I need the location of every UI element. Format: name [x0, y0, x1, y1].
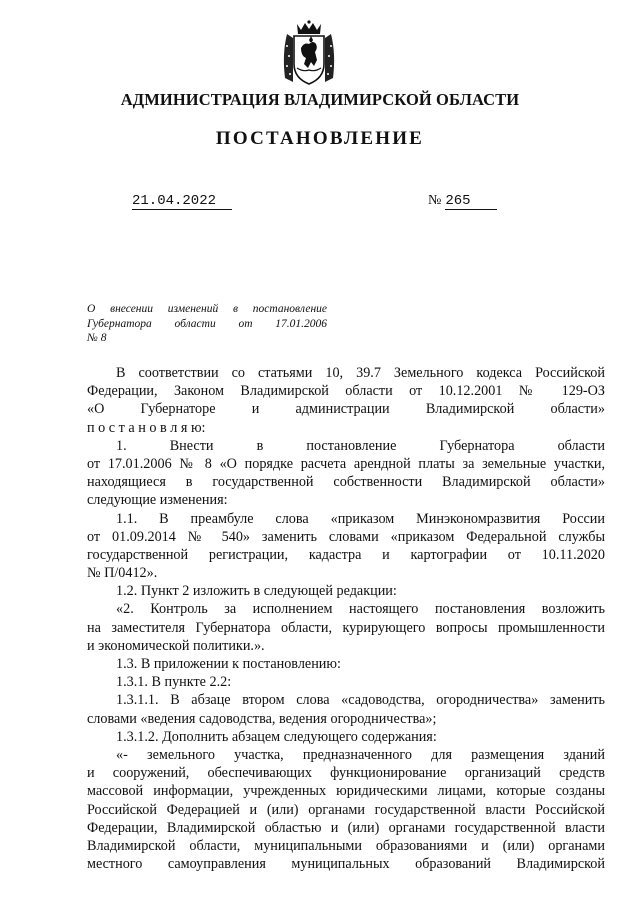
body-line: находящиеся в государственной собственности Владимирской области»: [87, 474, 605, 491]
body-line: Федерации, Законом Владимирской области от 10.12.2001 № 129-ОЗ: [87, 383, 605, 400]
body-line: Федерации, Владимирской областью и (или) органами государственной власти: [87, 819, 605, 836]
coat-of-arms-icon: [279, 20, 339, 86]
document-body: [87, 364, 605, 873]
body-line: В соответствии со статьями 10, 39.7 Земельного кодекса Российской: [116, 365, 605, 381]
body-line: № П/0412».: [87, 565, 158, 582]
body-line: следующие изменения:: [87, 492, 228, 509]
document-subject: [87, 302, 327, 346]
body-line: 1.3.1.1. В абзаце втором слова «садоводства, огородничества» заменить: [116, 692, 605, 709]
number-sign: №: [428, 193, 442, 208]
organization-title: АДМИНИСТРАЦИЯ ВЛАДИМИРСКОЙ ОБЛАСТИ: [120, 90, 520, 109]
body-line: от 17.01.2006 № 8 «О порядке расчета арендной платы за земельные участки,: [87, 455, 605, 472]
date-value: 21.04.2022: [132, 193, 232, 210]
body-line: массовой информации, учрежденных юридическими лицами, которые созданы: [87, 783, 605, 800]
body-line: 1.3.1.2. Дополнить абзацем следующего содержания:: [116, 728, 437, 745]
number-value: 265: [445, 193, 497, 210]
body-line: 1.2. Пункт 2 изложить в следующей редакции:: [116, 583, 397, 600]
document-number: [428, 193, 497, 210]
body-line: 1. Внести в постановление Губернатора области: [116, 437, 605, 454]
body-line: «2. Контроль за исполнением настоящего постановления возложить: [116, 601, 605, 618]
body-line: государственной регистрации, кадастра и картографии от 10.11.2020: [87, 546, 605, 563]
body-line: от 01.09.2014 № 540» заменить словами «приказом Федеральной службы: [87, 528, 605, 545]
body-line: 1.3.1. В пункте 2.2:: [116, 674, 232, 691]
body-line: на заместителя Губернатора области, курирующего вопросы промышленности: [87, 619, 605, 636]
body-line: 1.3. В приложении к постановлению:: [116, 656, 341, 672]
body-line: п о с т а н о в л я ю:: [87, 419, 206, 436]
document-date: [132, 193, 232, 210]
body-line: словами «ведения садоводства, ведения огородничества»;: [87, 710, 437, 727]
body-line: 1.1. В преамбуле слова «приказом Минэкономразвития России: [116, 510, 605, 527]
subject-line: О внесении изменений в постановление: [87, 303, 327, 315]
subject-line: Губернатора области от 17.01.2006: [87, 317, 327, 330]
body-line: местного самоуправления муниципальных образований Владимирской: [87, 856, 605, 873]
subject-line: № 8: [87, 332, 107, 344]
document-type-title: ПОСТАНОВЛЕНИЕ: [215, 128, 425, 149]
body-line: «- земельного участка, предназначенного для размещения зданий: [116, 746, 605, 763]
body-line: Владимирской области, муниципальными образованиями и (или) органами: [87, 837, 605, 854]
body-line: «О Губернаторе и администрации Владимирской области»: [87, 401, 605, 418]
body-line: Российской Федерацией и (или) органами государственной власти Российской: [87, 801, 605, 818]
body-line: и сооружений, обеспечивающих функционирование организаций средств: [87, 765, 605, 782]
body-line: и экономической политики.».: [87, 637, 265, 654]
